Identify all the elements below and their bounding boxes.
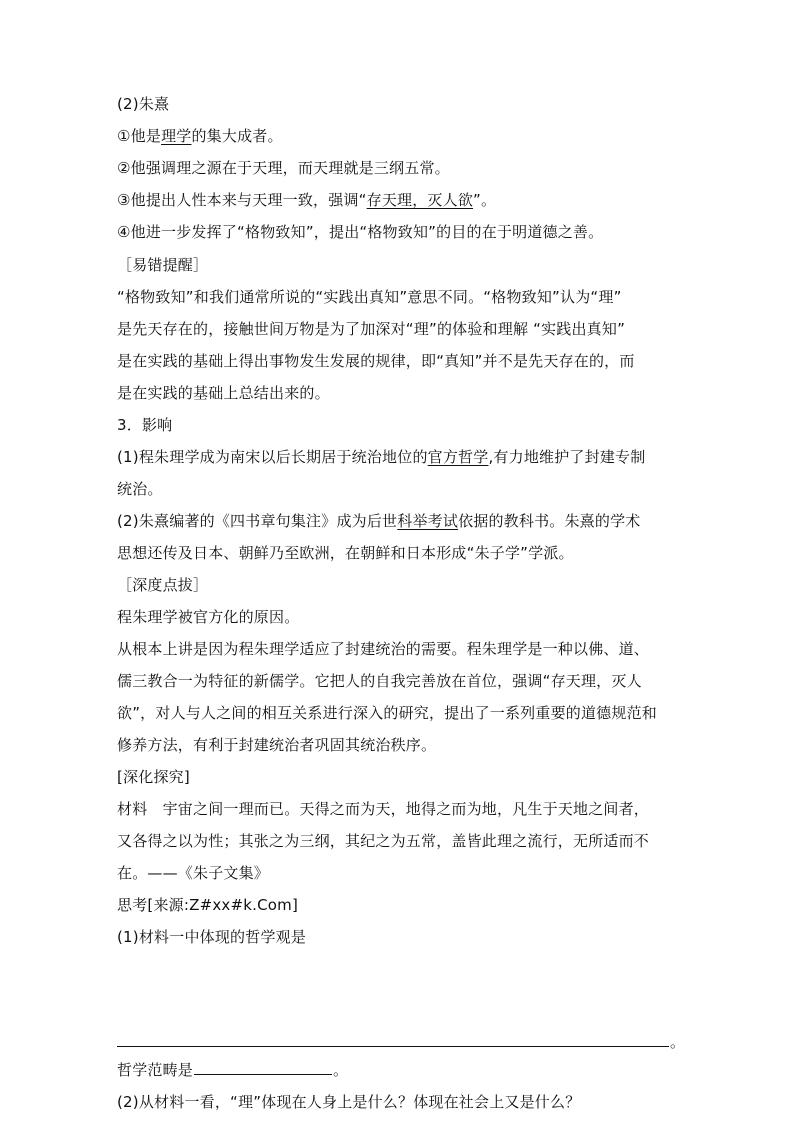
answer-blank-category[interactable] xyxy=(194,1058,332,1075)
category-end-punct: 。 xyxy=(333,1061,349,1079)
text-line: ④他进一步发挥了“格物致知”，提出“格物致知”的目的在于明道德之善。 xyxy=(117,223,604,241)
underlined-term: 理学 xyxy=(161,127,192,145)
question-2: (2)从材料一看，“理”体现在人身上是什么？体现在社会上又是什么？ xyxy=(117,1093,581,1111)
text-line: (1)材料一中体现的哲学观是 xyxy=(117,928,307,946)
line-segment: ①他是 xyxy=(117,127,162,145)
text-line: 是在实践的基础上得出事物发生发展的规律，即“真知”并不是先天存在的，而 xyxy=(117,352,635,370)
text-line: 思想还传及日本、朝鲜乃至欧洲，在朝鲜和日本形成“朱子学”学派。 xyxy=(117,544,574,562)
text-line: 是先天存在的，接触世间万物是为了加深对“理”的体验和理解 “实践出真知” xyxy=(117,320,626,338)
line-segment: (1)程朱理学成为南宋以后长期居于统治地位的 xyxy=(117,448,428,466)
text-line: ［深度点拔］ xyxy=(117,576,209,594)
text-line: 从根本上讲是因为程朱理学适应了封建统治的需要。程朱理学是一种以佛、道、 xyxy=(117,640,650,658)
underlined-term: 官方哲学 xyxy=(427,448,489,466)
text-line: 在。——《朱子文集》 xyxy=(117,864,270,882)
text-line: ②他强调理之源在于天理，而天理就是三纲五常。 xyxy=(117,159,450,177)
text-line: [深化探究] xyxy=(117,768,190,786)
text-line: 欲”，对人与人之间的相互关系进行深入的研究，提出了一系列重要的道德规范和 xyxy=(117,704,657,722)
underlined-term: 科举考试 xyxy=(397,512,459,530)
text-line: “格物致知”和我们通常所说的“实践出真知”意思不同。“格物致知”认为“理” xyxy=(117,288,622,306)
text-line: 修养方法，有利于封建统治者巩固其统治秩序。 xyxy=(117,736,437,754)
blank-end-punct: 。 xyxy=(670,1033,686,1051)
line-segment: ③他提出人性本来与天理一致，强调“ xyxy=(117,191,367,209)
text-line: 统治。 xyxy=(117,480,163,498)
text-line: 是在实践的基础上总结出来的。 xyxy=(117,384,330,402)
text-line xyxy=(117,188,496,212)
category-label: 哲学范畴是 xyxy=(117,1061,194,1079)
text-line: 材料 宇宙之间一理而已。天得之而为天，地得之而为地，凡生于天地之间者， xyxy=(117,800,650,818)
line-segment: ”。 xyxy=(473,191,497,209)
line-segment: 的集大成者。 xyxy=(191,127,283,145)
question-category xyxy=(117,1058,348,1082)
line-segment: (2)朱熹编著的《四书章句集注》成为后世 xyxy=(117,512,398,530)
text-line: 儒三教合一为特征的新儒学。它把人的自我完善放在首位，强调“存天理，灭人 xyxy=(117,672,642,690)
line-segment: ,有力地维护了封建专制 xyxy=(488,448,646,466)
underlined-term: 存天理，灭人欲 xyxy=(366,191,474,209)
text-line: ［易错提醒］ xyxy=(117,256,209,274)
text-line xyxy=(117,124,283,148)
text-line xyxy=(117,509,640,533)
answer-blank-philosophy[interactable] xyxy=(117,1046,669,1047)
text-line: 又各得之以为性；其张之为三纲，其纪之为五常，盖皆此理之流行，无所适而不 xyxy=(117,832,650,850)
text-line: 3．影响 xyxy=(117,416,173,434)
text-line xyxy=(117,445,645,469)
text-line: 程朱理学被官方化的原因。 xyxy=(117,608,300,626)
text-line: 思考[来源:Z#xx#k.Com] xyxy=(117,896,299,914)
line-segment: 依据的教科书。朱熹的学术 xyxy=(458,512,641,530)
text-line: (2)朱熹 xyxy=(117,95,170,113)
